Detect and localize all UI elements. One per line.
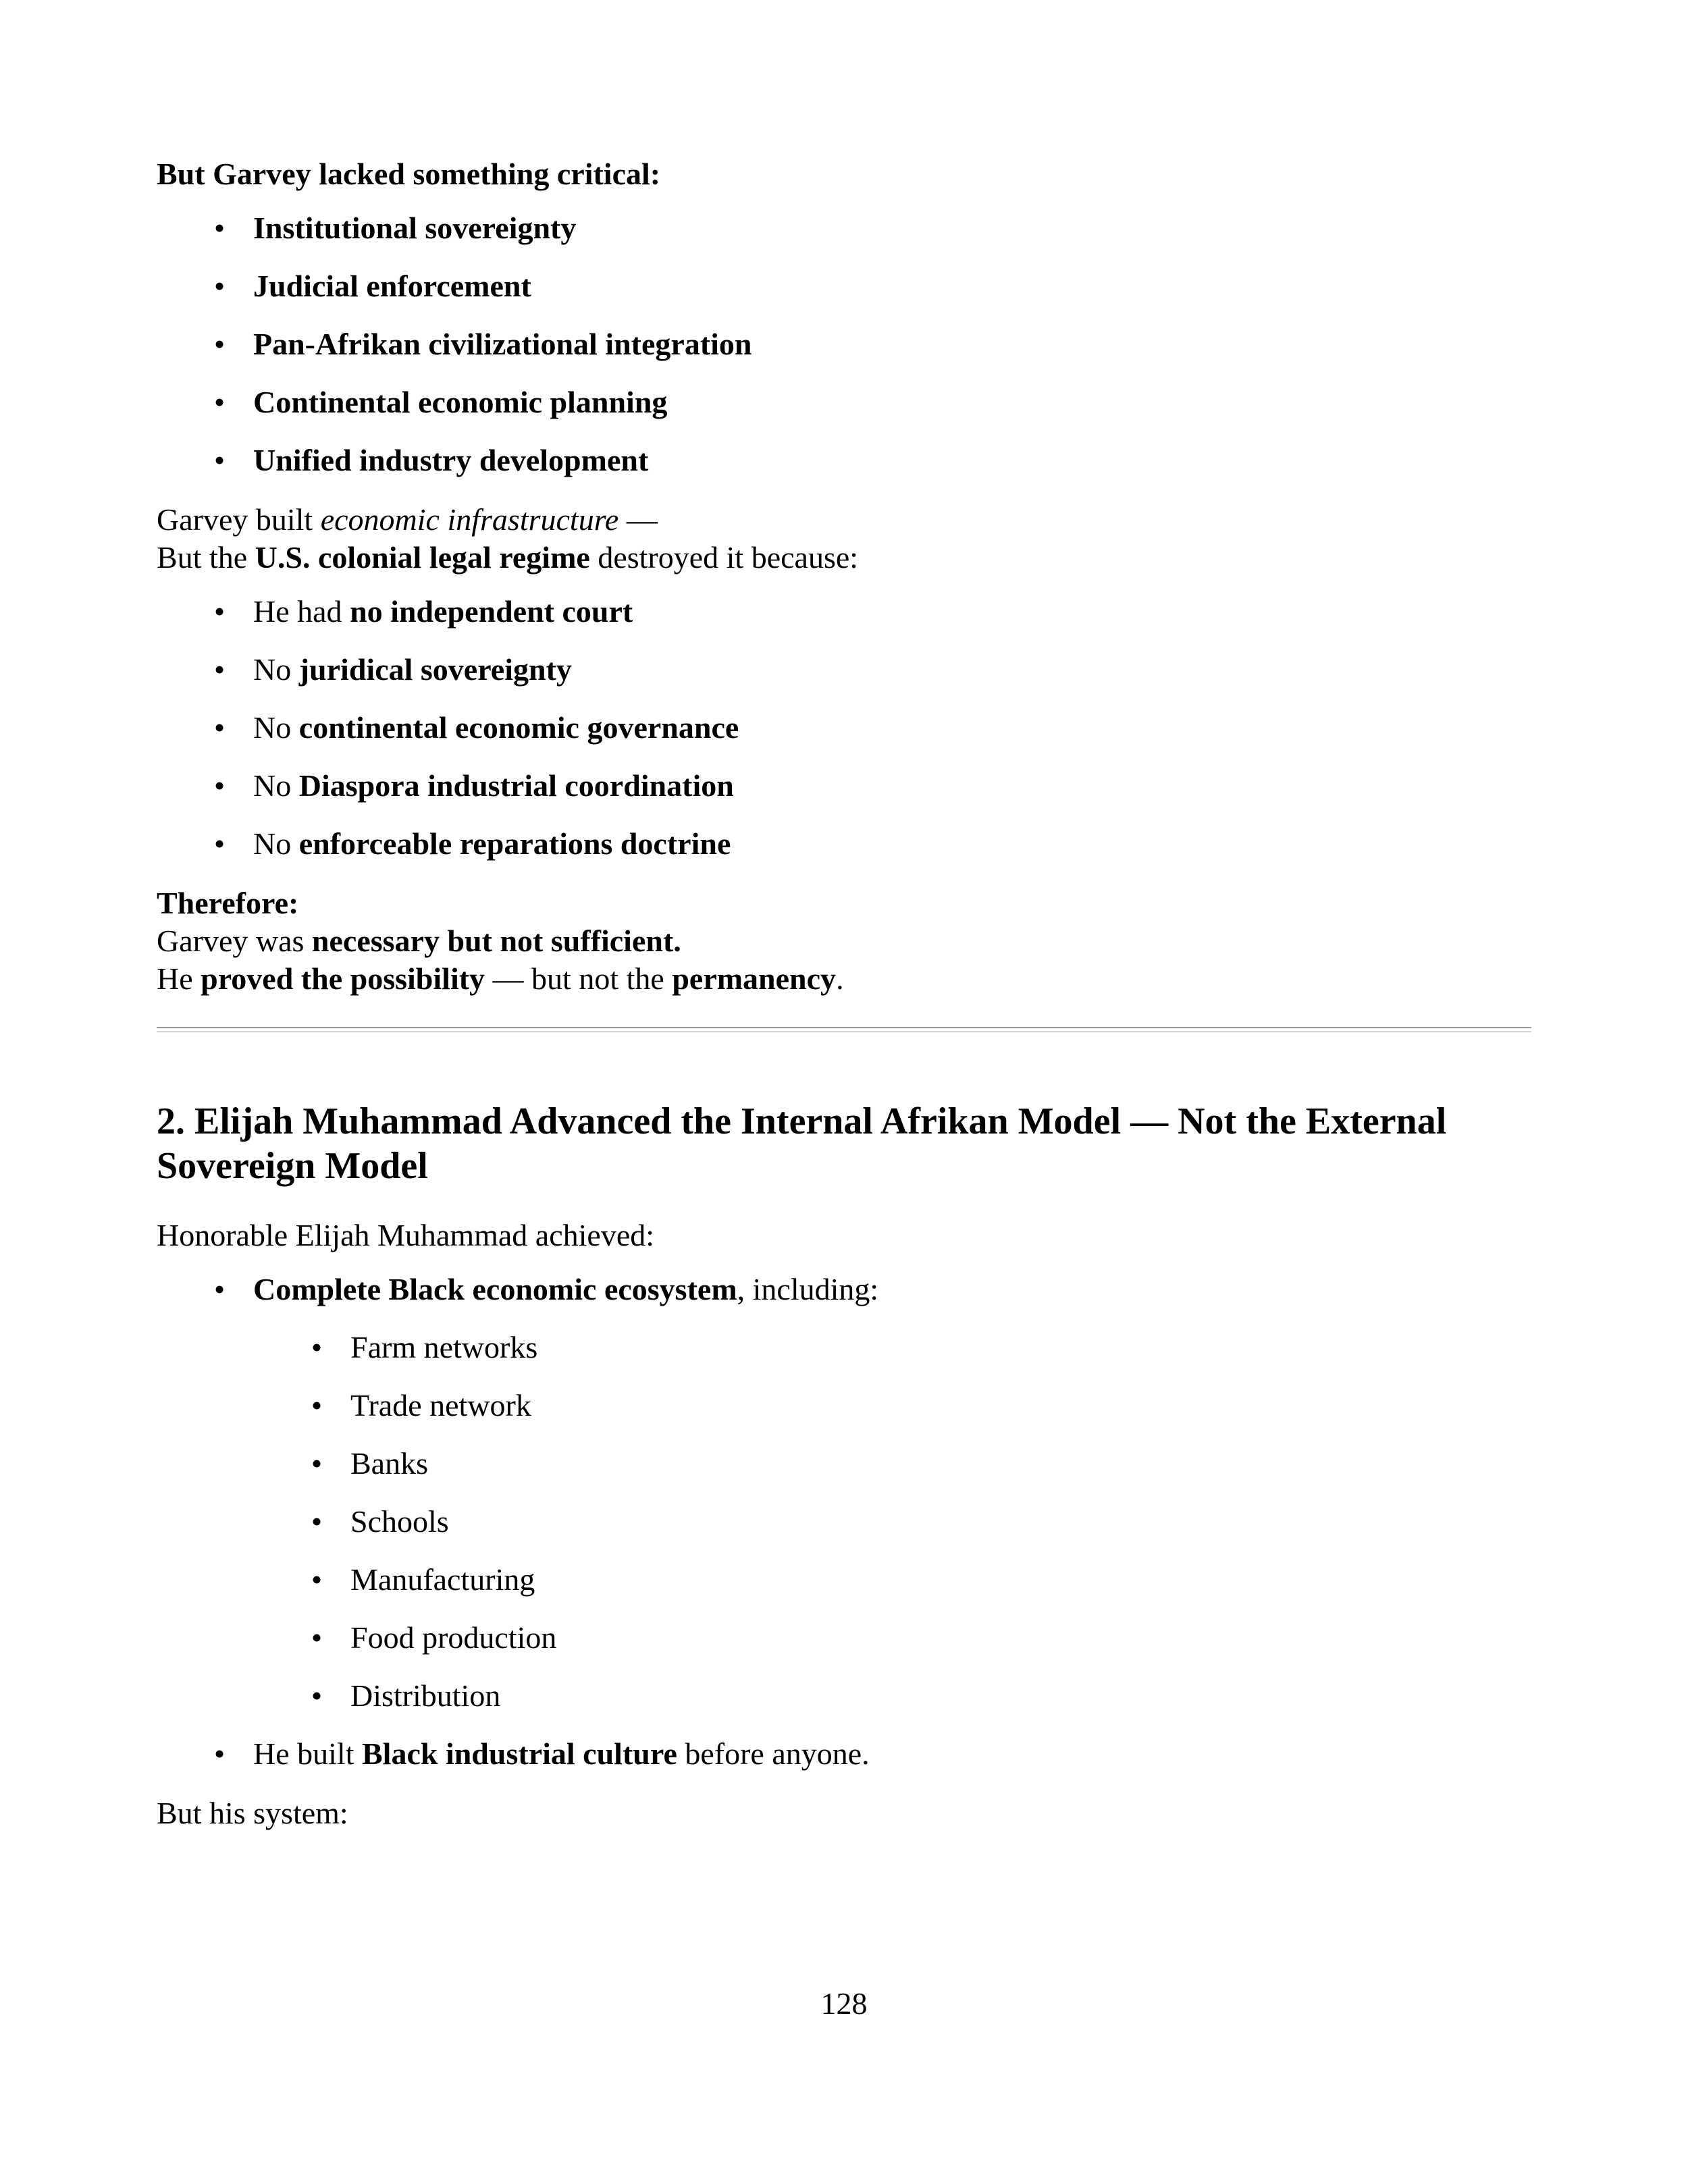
therefore-label: Therefore: (157, 886, 299, 920)
list-item-text: Judicial enforcement (253, 269, 531, 303)
proved-bold-2: permanency (672, 961, 837, 996)
list-item-text: Pan-Afrikan civilizational integration (253, 327, 752, 361)
bullet-icon: • (214, 1272, 226, 1306)
destroyed-sentence (157, 539, 858, 577)
bullet-icon: • (311, 1446, 323, 1481)
list-item-text: Manufacturing (350, 1562, 535, 1597)
list-item-text (253, 1735, 870, 1773)
system-sentence: But his system: (157, 1796, 348, 1830)
reason-bold: enforceable reparations doctrine (298, 826, 731, 861)
necessary-prefix: Garvey was (157, 924, 312, 958)
proved-bold: proved the possibility (201, 961, 485, 996)
necessary-bold: necessary but not sufficient. (311, 924, 681, 958)
necessary-sentence (157, 922, 681, 960)
reason-bold: continental economic governance (298, 710, 739, 745)
list-item-text: Trade network (350, 1388, 531, 1422)
bullet-icon: • (311, 1330, 323, 1364)
ecosystem-bold: Complete Black economic ecosystem (253, 1272, 737, 1306)
destroyed-bold: U.S. colonial legal regime (255, 540, 590, 575)
lacked-intro: But Garvey lacked something critical: (157, 157, 661, 191)
section-heading: 2. Elijah Muhammad Advanced the Internal Afrikan Model — Not the External Sovereign Model (157, 1100, 1447, 1187)
bullet-icon: • (214, 327, 226, 361)
list-item-text: Continental economic planning (253, 385, 668, 419)
bullet-icon: • (214, 826, 226, 861)
list-item-text (253, 767, 734, 805)
reason-prefix: No (253, 768, 299, 803)
list-item-text: Distribution (350, 1678, 501, 1713)
reason-bold: juridical sovereignty (298, 652, 572, 687)
achieved-intro: Honorable Elijah Muhammad achieved: (157, 1218, 655, 1252)
bullet-icon: • (214, 211, 226, 245)
bullet-icon: • (311, 1678, 323, 1713)
list-item-text (253, 825, 731, 863)
built-prefix: Garvey built (157, 502, 321, 537)
list-item-text (253, 651, 572, 689)
bullet-icon: • (214, 1736, 226, 1771)
bullet-icon: • (214, 594, 226, 629)
bullet-icon: • (214, 652, 226, 687)
built-italic: economic infrastructure (320, 502, 619, 537)
bullet-icon: • (311, 1388, 323, 1422)
reason-prefix: No (253, 652, 299, 687)
list-item-text (253, 709, 739, 747)
document-page (157, 0, 1531, 2184)
bullet-icon: • (214, 269, 226, 303)
culture-suffix: before anyone. (677, 1736, 870, 1771)
list-item-text: Schools (350, 1504, 449, 1539)
reason-bold: no independent court (350, 594, 633, 629)
proved-middle: — but not the (485, 961, 672, 996)
proved-suffix: . (836, 961, 844, 996)
destroyed-suffix: destroyed it because: (589, 540, 859, 575)
list-item-text (253, 1271, 878, 1308)
bullet-icon: • (311, 1504, 323, 1539)
section-divider (157, 1027, 1531, 1032)
culture-prefix: He built (253, 1736, 362, 1771)
reason-bold: Diaspora industrial coordination (298, 768, 734, 803)
page-number: 128 (820, 1986, 868, 2021)
list-item-text (253, 593, 633, 631)
bullet-icon: • (214, 710, 226, 745)
list-item-text: Institutional sovereignty (253, 211, 577, 245)
built-sentence (157, 501, 658, 539)
reason-prefix: No (253, 710, 299, 745)
list-item-text: Banks (350, 1446, 428, 1481)
reason-prefix: No (253, 826, 299, 861)
list-item-text: Unified industry development (253, 443, 649, 477)
reason-prefix: He had (253, 594, 350, 629)
bullet-icon: • (214, 443, 226, 477)
bullet-icon: • (311, 1620, 323, 1655)
culture-bold: Black industrial culture (361, 1736, 677, 1771)
bullet-icon: • (214, 385, 226, 419)
proved-sentence (157, 960, 844, 998)
destroyed-prefix: But the (157, 540, 255, 575)
built-suffix: — (618, 502, 658, 537)
proved-prefix: He (157, 961, 201, 996)
bullet-icon: • (311, 1562, 323, 1597)
ecosystem-suffix: , including: (737, 1272, 879, 1306)
list-item-text: Food production (350, 1620, 557, 1655)
list-item-text: Farm networks (350, 1330, 538, 1364)
bullet-icon: • (214, 768, 226, 803)
